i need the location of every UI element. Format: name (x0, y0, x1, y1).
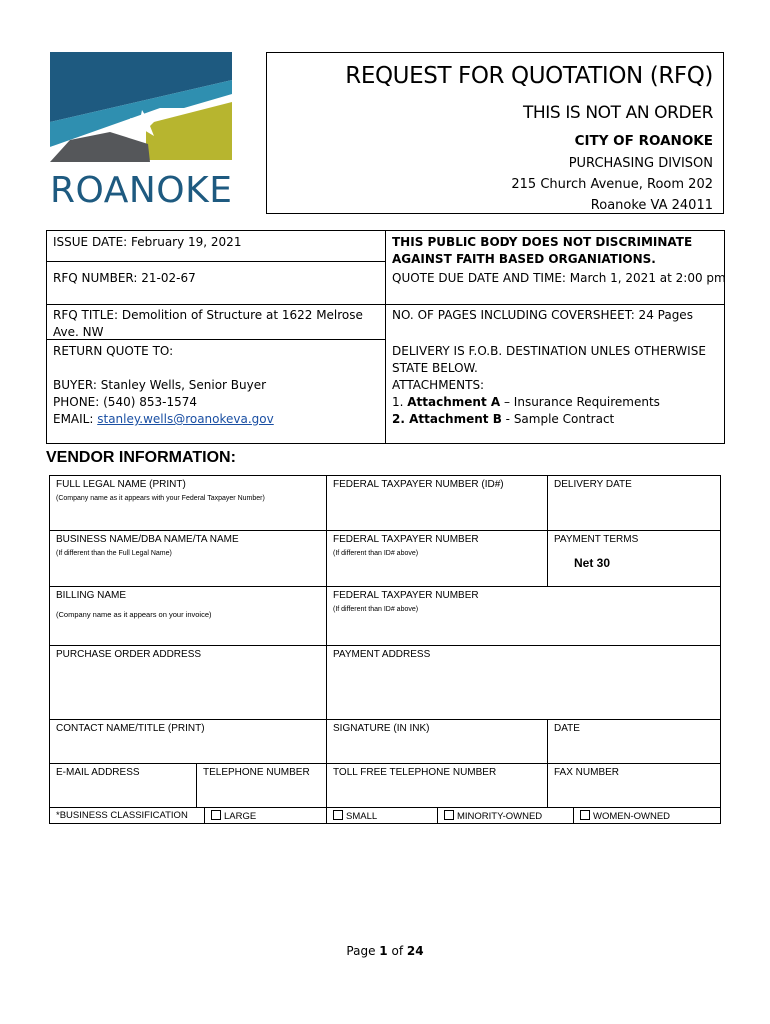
signature-cell[interactable] (326, 719, 548, 764)
payment-terms-label: PAYMENT TERMS (554, 534, 639, 545)
email-label: EMAIL: (53, 412, 98, 426)
small-option[interactable] (326, 807, 438, 824)
signature-label: SIGNATURE (IN INK) (333, 723, 430, 734)
contact-name-label: CONTACT NAME/TITLE (PRINT) (56, 723, 205, 734)
email-address-cell[interactable] (49, 763, 197, 808)
delivery-date-cell[interactable] (547, 475, 721, 531)
page-of: of (387, 944, 407, 958)
business-classification-cell (49, 807, 205, 824)
payment-terms-value: Net 30 (574, 556, 611, 570)
quote-due-date: QUOTE DUE DATE AND TIME: March 1, 2021 at 2:00 pm (392, 271, 726, 285)
large-option[interactable] (204, 807, 327, 824)
date-cell[interactable] (547, 719, 721, 764)
delivery-terms: DELIVERY IS F.O.B. DESTINATION UNLES OTHERWISE STATE BELOW. (392, 344, 706, 375)
document-subtitle: THIS IS NOT AN ORDER (522, 103, 713, 123)
telephone-label: TELEPHONE NUMBER (203, 767, 310, 778)
business-name-cell[interactable] (49, 530, 327, 587)
purchase-order-address-label: PURCHASE ORDER ADDRESS (56, 649, 202, 660)
page-footer (0, 944, 770, 958)
contact-name-cell[interactable] (49, 719, 327, 764)
document-title: REQUEST FOR QUOTATION (RFQ) (345, 63, 713, 89)
page-label: Page (346, 944, 380, 958)
vendor-info-heading: VENDOR INFORMATION: (46, 449, 236, 466)
page-number: 1 (379, 944, 388, 958)
federal-taxpayer-id-label: FEDERAL TAXPAYER NUMBER (ID#) (333, 479, 504, 490)
small-label: SMALL (346, 811, 378, 822)
fax-cell[interactable] (547, 763, 721, 808)
header-box (266, 52, 724, 214)
info-divider-horizontal (46, 304, 725, 305)
logo-text: ROANOKE (50, 170, 233, 211)
fax-label: FAX NUMBER (554, 767, 620, 778)
women-owned-label: WOMEN-OWNED (593, 811, 671, 822)
toll-free-label: TOLL FREE TELEPHONE NUMBER (333, 767, 497, 778)
billing-name-cell[interactable] (49, 586, 327, 646)
buyer-email-row (53, 411, 274, 428)
federal-taxpayer-id-cell[interactable] (326, 475, 548, 531)
federal-taxpayer-number-2-cell[interactable] (326, 530, 548, 587)
info-divider-vertical (385, 230, 386, 444)
roanoke-logo (50, 52, 232, 212)
info-divider-issue (46, 261, 386, 262)
minority-owned-checkbox[interactable] (444, 810, 454, 820)
women-owned-option[interactable] (573, 807, 721, 824)
rfq-number: RFQ NUMBER: 21-02-67 (53, 271, 196, 285)
large-checkbox[interactable] (211, 810, 221, 820)
billing-name-label: BILLING NAME (56, 590, 127, 601)
payment-address-label: PAYMENT ADDRESS (333, 649, 431, 660)
purchase-order-address-cell[interactable] (49, 645, 327, 720)
federal-taxpayer-number-3-cell[interactable] (326, 586, 721, 646)
minority-owned-option[interactable] (437, 807, 574, 824)
nondiscrimination-statement: THIS PUBLIC BODY DOES NOT DISCRIMINATE AGAINST FAITH BASED ORGANIATIONS. (392, 235, 693, 266)
buyer-phone: PHONE: (540) 853-1574 (53, 395, 197, 409)
full-legal-name-note: (Company name as it appears with your Federal Taxpayer Number) (56, 495, 265, 502)
payment-address-cell[interactable] (326, 645, 721, 720)
full-legal-name-cell[interactable] (49, 475, 327, 531)
rfq-title: RFQ TITLE: Demolition of Structure at 1622 Melrose Ave. NW (53, 308, 363, 339)
federal-taxpayer-number-2-label: FEDERAL TAXPAYER NUMBER (333, 534, 479, 545)
federal-taxpayer-number-3-label: FEDERAL TAXPAYER NUMBER (333, 590, 479, 601)
telephone-cell[interactable] (196, 763, 327, 808)
address-line-1: 215 Church Avenue, Room 202 (511, 177, 713, 192)
address-line-2: Roanoke VA 24011 (590, 198, 713, 213)
billing-name-note: (Company name as it appears on your invoice) (56, 610, 212, 619)
attachment-a (392, 394, 660, 411)
women-owned-checkbox[interactable] (580, 810, 590, 820)
federal-taxpayer-number-2-note: (If different than ID# above) (333, 550, 419, 557)
attachment-a-name: Attachment A (407, 395, 501, 409)
page-total: 24 (406, 944, 424, 958)
issue-date: ISSUE DATE: February 19, 2021 (53, 235, 242, 249)
attachment-a-number: 1. (392, 395, 408, 409)
toll-free-cell[interactable] (326, 763, 548, 808)
attachment-b-name: 2. Attachment B (392, 412, 502, 426)
business-name-label: BUSINESS NAME/DBA NAME/TA NAME (56, 534, 239, 545)
city-name: CITY OF ROANOKE (574, 133, 713, 149)
federal-taxpayer-number-3-note: (If different than ID# above) (333, 606, 419, 613)
email-address-label: E-MAIL ADDRESS (56, 767, 140, 778)
buyer: BUYER: Stanley Wells, Senior Buyer (53, 378, 267, 392)
attachments-label: ATTACHMENTS: (392, 378, 485, 392)
return-quote-label: RETURN QUOTE TO: (53, 344, 174, 358)
payment-terms-cell (547, 530, 721, 587)
business-classification-label: *BUSINESS CLASSIFICATION (56, 810, 188, 821)
minority-owned-label: MINORITY-OWNED (457, 811, 543, 822)
delivery-date-label: DELIVERY DATE (554, 479, 632, 490)
page-count: NO. OF PAGES INCLUDING COVERSHEET: 24 Pages (392, 308, 693, 322)
business-name-note: (If different than the Full Legal Name) (56, 550, 172, 557)
attachment-b (392, 411, 614, 428)
full-legal-name-label: FULL LEGAL NAME (PRINT) (56, 479, 186, 490)
date-label: DATE (554, 723, 580, 734)
large-label: LARGE (224, 811, 257, 822)
attachment-b-desc: - Sample Contract (501, 412, 615, 426)
small-checkbox[interactable] (333, 810, 343, 820)
division-name: PURCHASING DIVISON (568, 156, 713, 171)
buyer-email-link[interactable]: stanley.wells@roanokeva.gov (97, 412, 274, 426)
attachment-a-desc: – Insurance Requirements (500, 395, 660, 409)
